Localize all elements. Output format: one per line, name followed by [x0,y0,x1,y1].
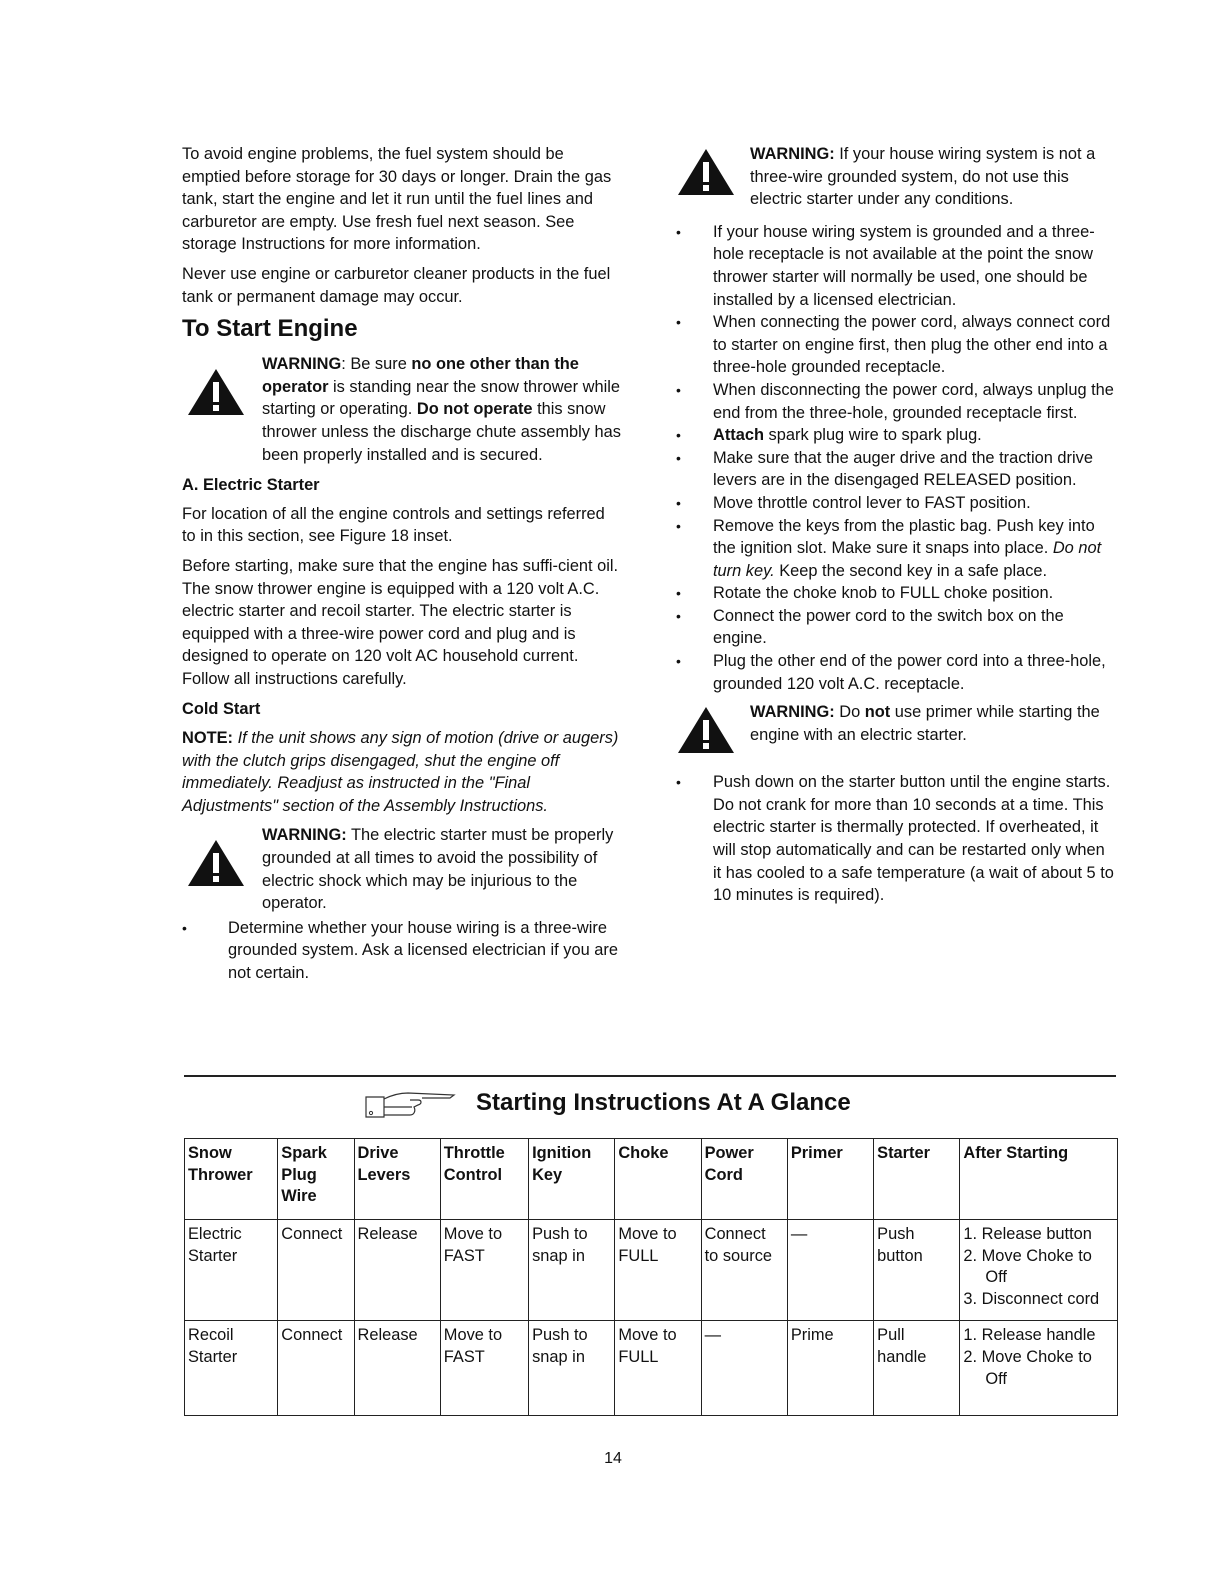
list-item [676,515,1116,583]
cell-line: Move to [618,1326,677,1345]
note-text: If the unit shows any sign of motion (drive or augers) with the clutch grips disengaged, shut the engine off immediately. Readjust as instructed in the "Final Adjustments" section of the Assembly Instructions. [182,729,619,815]
header-line: Snow [188,1144,232,1162]
cell-line: to source [704,1246,773,1265]
header-line: Throttle [443,1144,505,1162]
pointing-hand-icon [362,1083,458,1123]
table-cell [354,1321,440,1416]
list-item: • Plug the other end of the power cord into a three-hole, grounded 120 volt A.C. receptacle. [676,650,1116,695]
list-item: • Connect the power cord to the switch box on the engine. [676,605,1116,650]
column-header [278,1139,354,1220]
header-line: Wire [281,1187,317,1206]
keys-text: Keep the second key in a safe place. [774,561,1048,580]
header-line: Primer [790,1144,843,1162]
page-number: 14 [604,1450,622,1467]
house-wiring-warning [676,143,1116,211]
keys-emphasis: Do not turn key. [713,539,1102,580]
column-header [615,1139,701,1220]
warning-label: WARNING: [750,703,835,722]
list-item: • Determine whether your house wiring is a three-wire grounded system. Ask a licensed electrician if you are not certain. [182,917,622,985]
warning-text: Do [834,703,865,722]
warning-text: The electric starter must be properly grounded at all times to avoid the possibility of electric shock which may be injurious to the operator. [262,826,614,913]
header-line: Plug [281,1165,317,1184]
cell-line: — [790,1225,808,1243]
primer-warning [676,701,1116,761]
before-starting-paragraph: Before starting, make sure that the engine has suffi-cient oil. The snow thrower engine is equipped with a 120 volt A.C. electric starter and recoil starter. The electric starter is equipped with a three-wire power cord and plug and is designed to operate on 120 volt AC household current. Follow all instructions carefully. [182,556,619,688]
warning-text: If your house wiring system is not a three-wire grounded system, do not use this electric starter under any conditions. [750,145,1096,209]
cell-line: Move to [618,1225,677,1243]
bullet-list [182,917,622,985]
bullet-list [676,771,1116,907]
table-row [185,1321,1118,1416]
list-item: • Make sure that the auger drive and the traction drive levers are in the disengaged RELEASED position. [676,447,1116,492]
cell-line: FAST [443,1246,485,1265]
table-cell [615,1220,701,1321]
warning-triangle-icon [186,367,246,417]
cell-line: Off [985,1268,1007,1287]
glance-title: Starting Instructions At A Glance [476,1089,851,1116]
header-line: Cord [704,1165,743,1184]
warning-label: WARNING: [750,145,835,163]
cell-line: Prime [790,1326,834,1345]
warning-text: use primer while starting the engine with an electric starter. [750,703,1100,744]
column-header [787,1139,873,1220]
warning-triangle-icon [186,838,246,888]
note-label: NOTE: [182,729,233,748]
warning-text: is standing near the snow thrower while starting or operating. [262,377,621,419]
warning-text: this snow thrower unless the discharge chute assembly has been properly installed and is secured. [262,400,621,464]
table-cell [960,1220,1118,1321]
table-cell [185,1220,278,1321]
grounding-warning [182,824,622,914]
list-item: • Rotate the choke knob to FULL choke position. [676,582,1116,605]
column-header [440,1139,528,1220]
cell-line: Electric [188,1225,242,1243]
header-line: Thrower [188,1165,253,1184]
list-item: • When connecting the power cord, always connect cord to starter on engine first, then plug the other end into a three-hole grounded receptacle. [676,311,1116,379]
column-header [185,1139,278,1220]
column-header [960,1139,1118,1220]
cell-line: Pull [877,1326,905,1345]
header-line: Starter [877,1144,930,1162]
table-cell [874,1220,960,1321]
header-line: Key [532,1165,563,1184]
cell-line: Push [877,1225,915,1243]
warning-label: WARNING: [262,826,347,845]
note-paragraph [182,727,622,817]
table-cell [278,1220,354,1321]
column-header [701,1139,787,1220]
warning-emphasis: no one other than the operator [262,355,579,396]
table-cell [440,1220,528,1321]
bullet-list [676,221,1116,695]
cell-line: FAST [443,1347,485,1366]
cell-line: Move to [443,1225,503,1243]
table-cell [440,1321,528,1416]
table-cell [787,1321,873,1416]
warning-triangle-icon [676,705,736,755]
cell-line: Move to [443,1326,503,1345]
cell-line: 1. Release button [963,1225,1092,1243]
right-column [676,143,1116,913]
cell-line: Release [357,1225,418,1243]
cell-line: Push to [532,1326,588,1345]
table-cell [787,1220,873,1321]
section-heading-start-engine: To Start Engine [182,315,358,343]
cell-line: 3. Disconnect cord [963,1289,1100,1308]
list-item [676,424,1116,447]
table-cell [529,1321,615,1416]
cell-line: 2. Move Choke to [963,1347,1092,1366]
glance-heading [362,1082,851,1124]
cell-line: FULL [618,1246,659,1265]
cell-line: — [704,1326,721,1345]
header-line: Spark [281,1144,327,1162]
list-item: • When disconnecting the power cord, always unplug the end from the three-hole, grounded receptacle first. [676,379,1116,424]
cell-line: snap in [532,1246,585,1265]
cell-line: Recoil [188,1326,234,1345]
header-line: Choke [618,1144,669,1162]
fuel-storage-paragraph: To avoid engine problems, the fuel system should be emptied before storage for 30 days or longer. Drain the gas tank, start the engine and let it run until the fuel lines and carburetor are empty. Use fresh fuel next season. See storage Instructions for more information. [182,145,612,254]
cell-line: Starter [188,1246,238,1265]
cell-line: button [877,1246,923,1265]
cell-line: FULL [618,1347,659,1366]
column-header [529,1139,615,1220]
table-cell [354,1220,440,1321]
cell-line: snap in [532,1347,585,1366]
table-cell [701,1220,787,1321]
table-row [185,1220,1118,1321]
left-column [182,143,622,991]
starting-instructions-table [184,1138,1118,1416]
warning-text: : Be sure [341,355,412,374]
table-header-row [185,1139,1118,1220]
keys-text: Remove the keys from the plastic bag. Push key into the ignition slot. Make sure it snaps into place. [713,516,1095,558]
warning-emphasis: not [864,703,891,722]
cell-line: Connect [281,1326,343,1345]
subheading-electric-starter: A. Electric Starter [182,476,320,495]
header-line: Levers [357,1165,411,1184]
cell-line: Push to [532,1225,588,1243]
header-line: Control [443,1165,503,1184]
cell-line: Starter [188,1347,238,1366]
table-cell [615,1321,701,1416]
operator-warning [182,353,622,466]
warning-emphasis: Do not operate [416,400,533,419]
attach-emphasis: Attach [713,426,764,445]
table-cell [874,1321,960,1416]
warning-triangle-icon [676,147,736,197]
attach-text: spark plug wire to spark plug. [764,426,982,445]
list-item: • Push down on the starter button until the engine starts. Do not crank for more than 10 seconds at a time. This electric starter is thermally protected. If overheated, it will stop automatically and can be restarted only when it has cooled to a safe temperature (a wait of about 5 to 10 minutes is required). [676,771,1116,907]
cell-line: Release [357,1326,418,1345]
column-header [874,1139,960,1220]
header-line: After Starting [963,1144,1069,1162]
table-cell [278,1321,354,1416]
table-cell [529,1220,615,1321]
cleaner-warning-paragraph: Never use engine or carburetor cleaner products in the fuel tank or permanent damage may occur. [182,264,611,306]
cell-line: handle [877,1347,927,1366]
cell-line: 1. Release handle [963,1326,1096,1345]
cell-line: Connect [281,1225,343,1243]
header-line: Power [704,1144,754,1162]
list-item: • Move throttle control lever to FAST position. [676,492,1116,515]
column-header [354,1139,440,1220]
subheading-cold-start: Cold Start [182,700,261,719]
list-item: • If your house wiring system is grounded and a three-hole receptacle is not available at the point the snow thrower starter will normally be used, one should be installed by a licensed electrician. [676,221,1116,311]
header-line: Drive [357,1144,399,1162]
controls-location-paragraph: For location of all the engine controls and settings referred to in this section, see Figure 18 inset. [182,504,605,546]
section-divider [184,1075,1116,1077]
table-cell [960,1321,1118,1416]
table-cell [185,1321,278,1416]
warning-label: WARNING [262,355,342,374]
table-cell [701,1321,787,1416]
cell-line: 2. Move Choke to [963,1246,1092,1265]
cell-line: Connect [704,1225,766,1243]
header-line: Ignition [532,1144,592,1162]
cell-line: Off [985,1369,1007,1388]
